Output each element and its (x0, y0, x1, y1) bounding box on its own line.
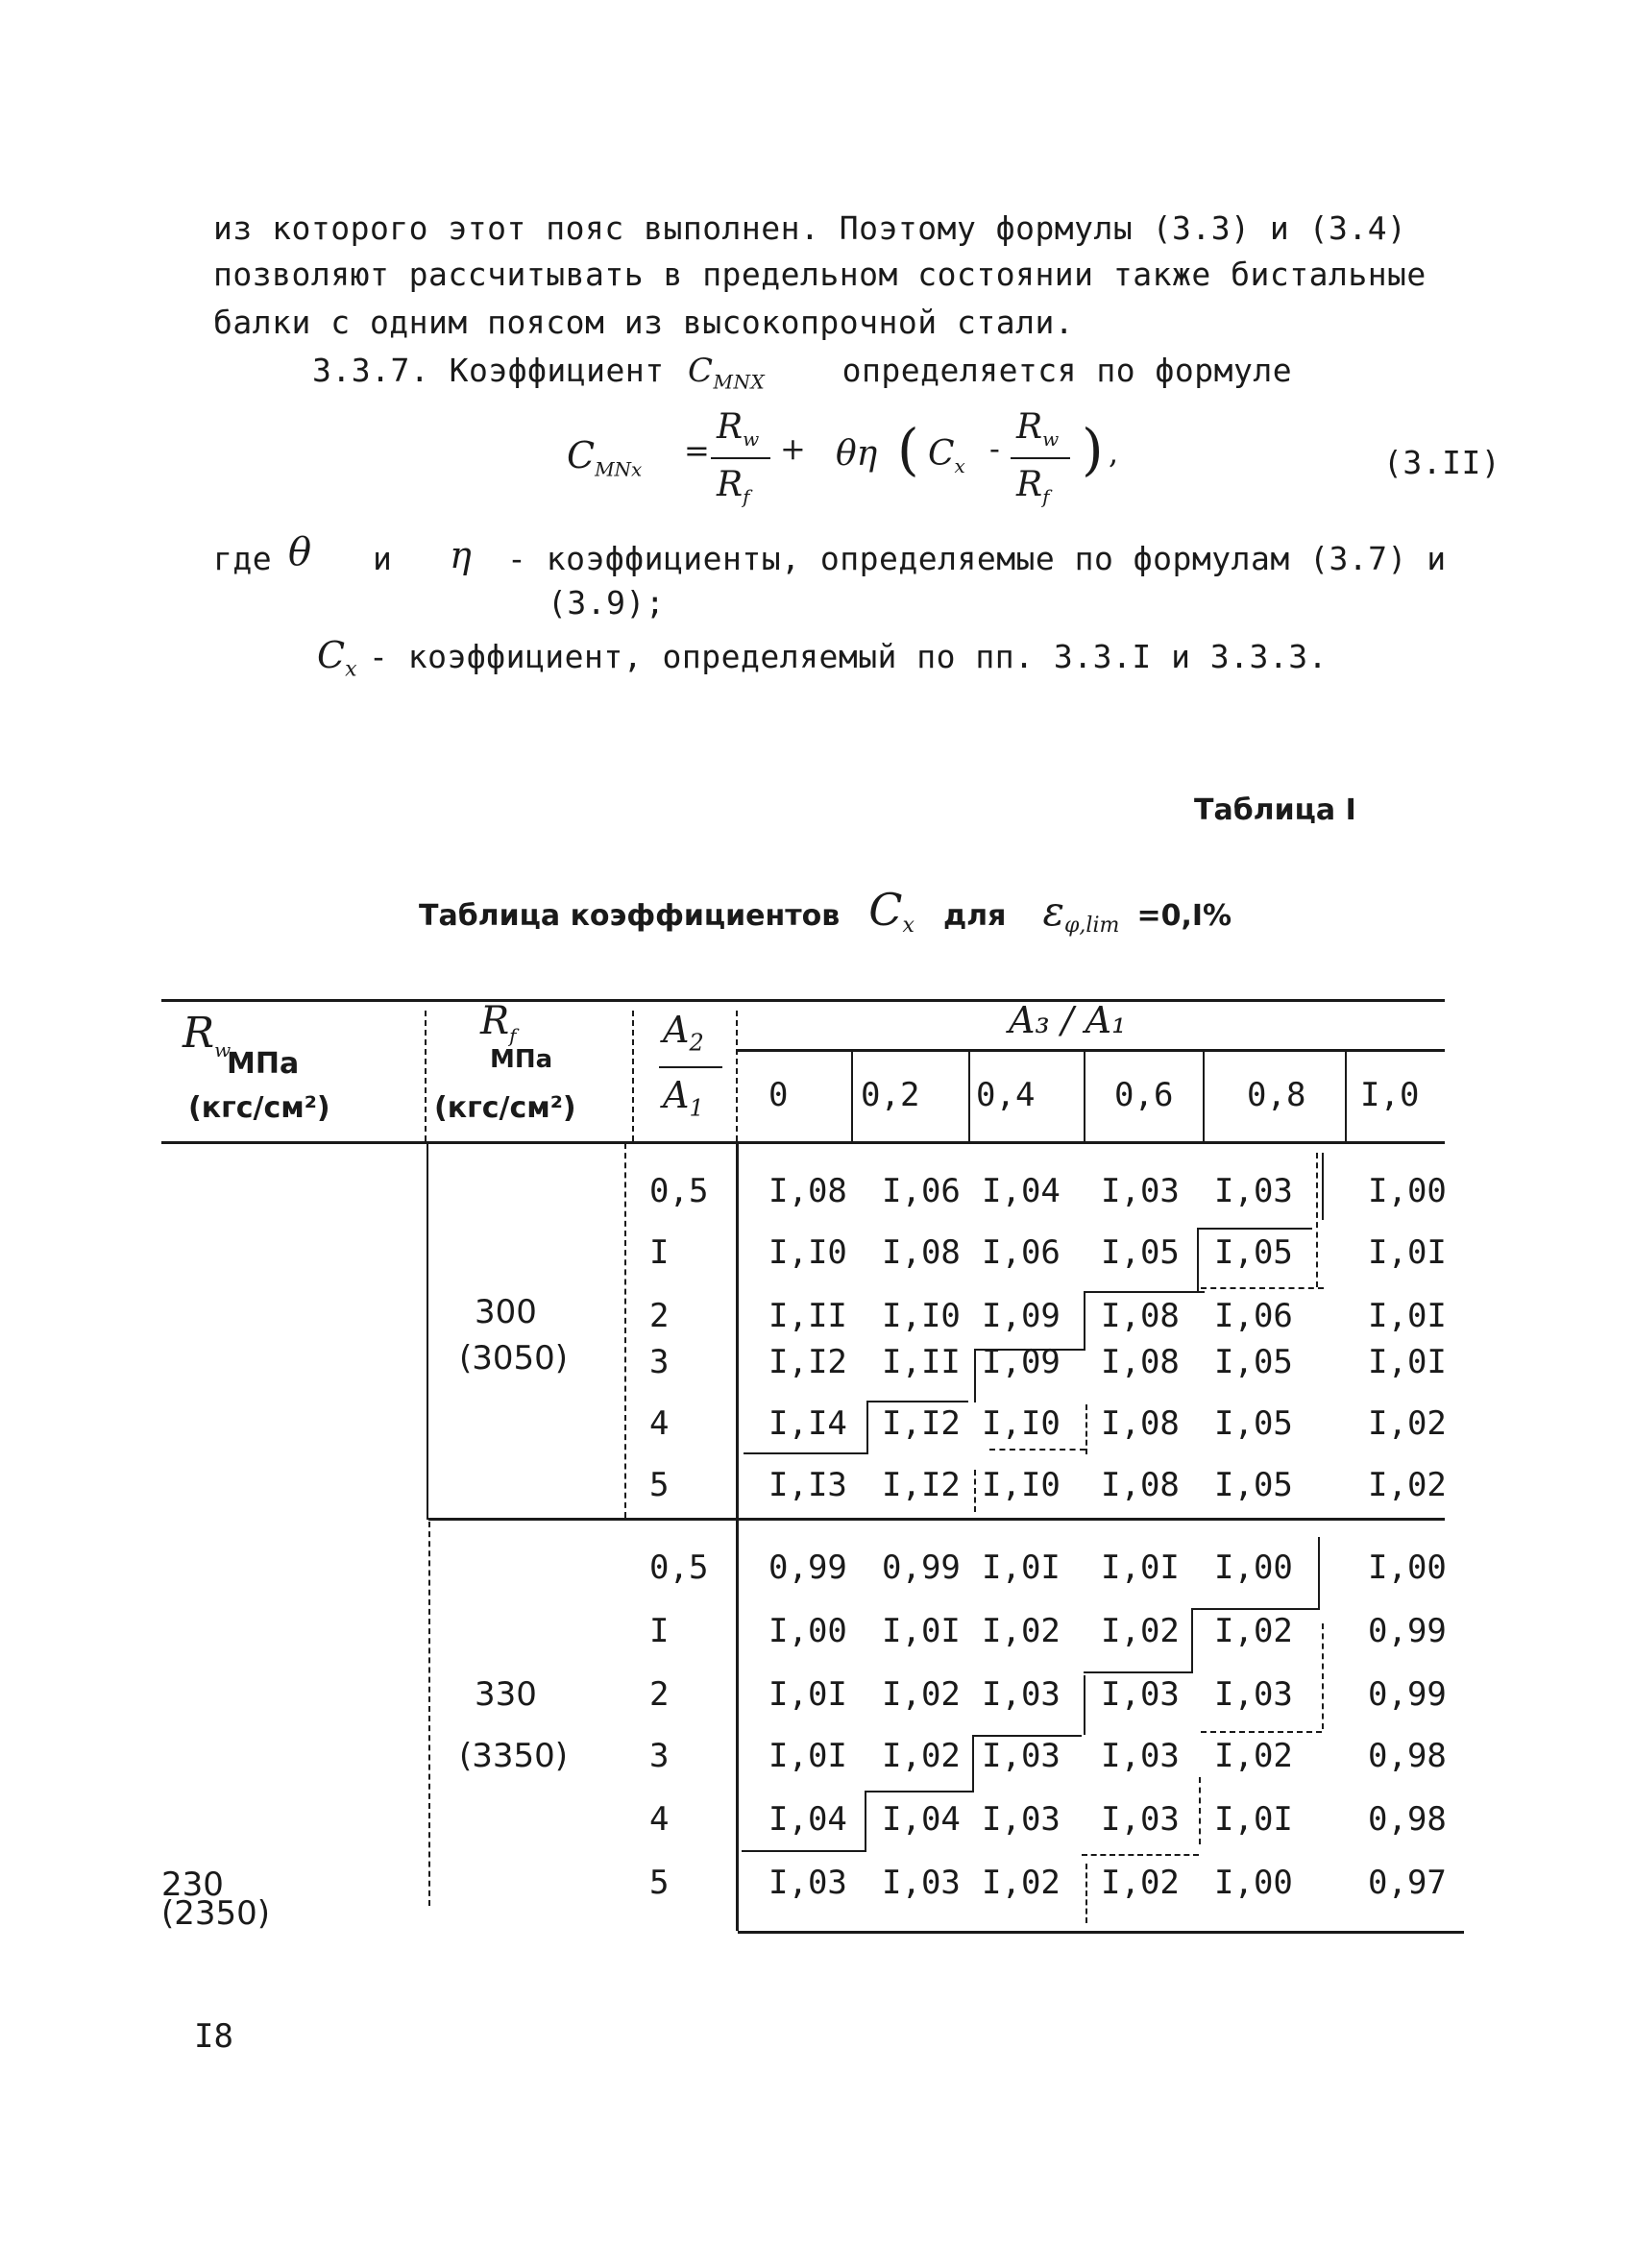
g2-r2-c3: I,03 (1101, 1675, 1180, 1714)
g1-stair-h4 (1084, 1291, 1205, 1293)
g2-r3-c4: I,02 (1214, 1737, 1293, 1775)
g2-r1-c2: I,02 (982, 1612, 1061, 1650)
rw-value: 230 (161, 1866, 224, 1904)
g1-r0-c1: I,06 (882, 1172, 961, 1210)
header-sep-3 (736, 1011, 738, 1141)
g1-r0-c4: I,03 (1214, 1172, 1293, 1210)
g2-stair-v4b (1199, 1777, 1201, 1844)
g1-r4-a: 4 (649, 1404, 670, 1443)
g1-stair-h3 (974, 1349, 1084, 1351)
g1-r2-a: 2 (649, 1297, 670, 1335)
where-and: и (373, 540, 393, 577)
header-rf: $R_f$ (480, 999, 517, 1047)
g2-r4-c1: I,04 (882, 1800, 961, 1839)
g2-r5-c4: I,00 (1214, 1864, 1293, 1902)
g1-r1-c4: I,05 (1214, 1233, 1293, 1272)
group-separator-rule (428, 1518, 1445, 1521)
g1-stair-h5b (1201, 1287, 1324, 1289)
g1-r4-c3: I,08 (1101, 1404, 1180, 1443)
formula-comma: , (1109, 434, 1119, 471)
col-header-3: 0,6 (1114, 1076, 1174, 1114)
g2-r2-c0: I,0I (768, 1675, 847, 1714)
header-a2: $A_2$ (663, 1009, 704, 1057)
formula-frac1-line (711, 457, 770, 459)
g1-r2-c2: I,09 (982, 1297, 1061, 1335)
a3a1-underline (738, 1049, 1445, 1052)
g2-r2-c1: I,02 (882, 1675, 961, 1714)
g2-r2-c5: 0,99 (1368, 1675, 1447, 1714)
paragraph-line-3: балки с одним поясом из высокопрочной стали. (213, 304, 1075, 341)
g1-r1-a: I (649, 1233, 670, 1272)
g2-r3-c1: I,02 (882, 1737, 961, 1775)
g1-stair-v3 (1084, 1293, 1085, 1351)
g2-r3-a: 3 (649, 1737, 670, 1775)
g1-stair-h2 (866, 1401, 968, 1402)
g1-r5-c0: I,I3 (768, 1466, 847, 1504)
col-header-2: 0,4 (976, 1076, 1036, 1114)
g1-r0-c3: I,03 (1101, 1172, 1180, 1210)
formula-frac2-denominator: $R_f$ (1016, 465, 1050, 509)
g2-r4-c4: I,0I (1214, 1800, 1293, 1839)
formula-frac2-line (1011, 457, 1070, 459)
where-line1-rest: - коэффициенты, определяемые по формулам (3.7) и (507, 540, 1447, 577)
header-a1: $A_1$ (663, 1074, 704, 1122)
values-left-line (736, 1143, 739, 1931)
g2-stair-v3 (1084, 1675, 1085, 1735)
g2-stair-h1 (742, 1850, 866, 1852)
formula-frac1-denominator: $R_f$ (717, 465, 750, 509)
g1-r5-c3: I,08 (1101, 1466, 1180, 1504)
g2-r1-c1: I,0I (882, 1612, 961, 1650)
g1-r4-c4: I,05 (1214, 1404, 1293, 1443)
where-word: где (213, 540, 273, 577)
g1-r3-c4: I,05 (1214, 1343, 1293, 1381)
g2-r1-a: I (649, 1612, 670, 1650)
g2-r2-a: 2 (649, 1675, 670, 1714)
g1-stair-v3b (1085, 1404, 1087, 1454)
header-rw: $R_w$ (183, 1009, 232, 1061)
header-rf-unit2: (кгс/см²) (434, 1091, 576, 1125)
formula-open-paren: ( (897, 417, 919, 482)
a2-col-left-line (624, 1143, 626, 1518)
g2-r1-c0: I,00 (768, 1612, 847, 1650)
clause-number: 3.3.7. (312, 352, 430, 389)
formula-close-paren: ) (1082, 417, 1104, 482)
g2-r1-c5: 0,99 (1368, 1612, 1447, 1650)
where-cx-text: - коэффициент, определяемый по пп. 3.3.I и 3.3.3. (369, 638, 1329, 675)
header-sep-1 (425, 1011, 427, 1141)
g1-r3-c0: I,I2 (768, 1343, 847, 1381)
g1-stair-v5b (1322, 1153, 1324, 1220)
g1-r3-c3: I,08 (1101, 1343, 1180, 1381)
g2-r4-c3: I,03 (1101, 1800, 1180, 1839)
g2-r0-a: 0,5 (649, 1549, 709, 1587)
g1-r1-c5: I,0I (1368, 1233, 1447, 1272)
formula-plus: + (780, 430, 806, 467)
g1-r4-c0: I,I4 (768, 1404, 847, 1443)
clause-symbol: C (688, 352, 714, 390)
g2-r0-c1: 0,99 (882, 1549, 961, 1587)
g2-r2-c4: I,03 (1214, 1675, 1293, 1714)
g2-r3-c3: I,03 (1101, 1737, 1180, 1775)
g2-stair-v4 (1191, 1610, 1193, 1673)
where-eta: η (450, 534, 472, 576)
g2-stair-h3 (972, 1735, 1082, 1737)
header-a-fraction-line (659, 1066, 722, 1068)
g1-stair-v2b (974, 1470, 976, 1512)
col-sep-1 (851, 1051, 853, 1141)
paragraph-line-1: из которого этот пояс выполнен. Поэтому формулы (3.3) и (3.4) (213, 209, 1407, 247)
g1-r3-a: 3 (649, 1343, 670, 1381)
g1-r3-c1: I,II (882, 1343, 961, 1381)
g1-r2-c1: I,I0 (882, 1297, 961, 1335)
g2-r4-c5: 0,98 (1368, 1800, 1447, 1839)
clause-text-before: Коэффициент (449, 352, 665, 389)
formula-coef: θη (836, 434, 878, 474)
g2-r4-a: 4 (649, 1800, 670, 1839)
header-a3a1: A₃ / A₁ (1009, 999, 1127, 1041)
col-sep-4 (1203, 1051, 1205, 1141)
g2-stair-h5b (1201, 1731, 1322, 1733)
header-sep-2 (632, 1011, 634, 1141)
where-line2: (3.9); (548, 584, 666, 622)
g2-r4-c0: I,04 (768, 1800, 847, 1839)
page-number: I8 (194, 2017, 233, 2056)
g1-r0-c2: I,04 (982, 1172, 1061, 1210)
g1-r5-c4: I,05 (1214, 1466, 1293, 1504)
g1-r5-a: 5 (649, 1466, 670, 1504)
g1-r5-c1: I,I2 (882, 1466, 961, 1504)
g1-r5-c2: I,I0 (982, 1466, 1061, 1504)
g1-r1-c1: I,08 (882, 1233, 961, 1272)
g2-r1-c4: I,02 (1214, 1612, 1293, 1650)
col-header-1: 0,2 (861, 1076, 920, 1114)
g1-r1-c0: I,I0 (768, 1233, 847, 1272)
formula-minus: - (989, 430, 1000, 467)
table-bottom-rule (738, 1931, 1464, 1934)
g2-r3-c5: 0,98 (1368, 1737, 1447, 1775)
formula-lhs: $C_{MNx}$ (567, 434, 643, 481)
g1-r5-c5: I,02 (1368, 1466, 1447, 1504)
col-header-4: 0,8 (1247, 1076, 1306, 1114)
g1-r3-c5: I,0I (1368, 1343, 1447, 1381)
g2-r5-c0: I,03 (768, 1864, 847, 1902)
g2-stair-h4 (1084, 1671, 1191, 1673)
rf-col-left-line-1 (427, 1143, 428, 1520)
g1-r4-c1: I,I2 (882, 1404, 961, 1443)
g2-stair-v3b (1085, 1864, 1087, 1923)
g2-r5-c5: 0,97 (1368, 1864, 1447, 1902)
g1-r4-c5: I,02 (1368, 1404, 1447, 1443)
g2-stair-h2 (865, 1791, 972, 1792)
formula-number: (3.II) (1383, 444, 1501, 481)
formula-equals: = (684, 432, 710, 469)
g2-r5-c1: I,03 (882, 1864, 961, 1902)
g1-r1-c2: I,06 (982, 1233, 1061, 1272)
g1-stair-v5 (1316, 1153, 1318, 1287)
header-rw-unit2: (кгс/см²) (188, 1091, 330, 1125)
g2-r5-c2: I,02 (982, 1864, 1061, 1902)
g1-r0-c5: I,00 (1368, 1172, 1447, 1210)
g1-r2-c3: I,08 (1101, 1297, 1180, 1335)
g2-stair-h5 (1191, 1608, 1318, 1610)
rf-col-left-line-2 (428, 1522, 430, 1906)
g2-r0-c2: I,0I (982, 1549, 1061, 1587)
header-rw-unit: МПа (227, 1047, 300, 1081)
g2-stair-v5b (1322, 1623, 1324, 1729)
g2-r3-c0: I,0I (768, 1737, 847, 1775)
g2-stair-v1 (865, 1792, 866, 1852)
where-theta: θ (288, 530, 312, 574)
group1-rf2: (3050) (459, 1339, 569, 1378)
g2-stair-v5 (1318, 1537, 1320, 1610)
clause-symbol-sub: MNX (713, 370, 766, 394)
g2-r0-c0: 0,99 (768, 1549, 847, 1587)
paragraph-line-2: позволяют рассчитывать в предельном состоянии также бистальные (213, 256, 1427, 293)
g2-stair-h4b (1082, 1854, 1199, 1856)
g1-r2-c0: I,II (768, 1297, 847, 1335)
formula-cx: $C_x$ (928, 434, 965, 478)
g1-stair-v4 (1197, 1230, 1199, 1293)
g1-r0-a: 0,5 (649, 1172, 709, 1210)
group2-rf2: (3350) (459, 1737, 569, 1775)
where-cx: $C_x$ (317, 634, 357, 682)
col-sep-3 (1084, 1051, 1085, 1141)
formula-frac2-numerator: $R_w$ (1016, 407, 1060, 451)
group1-rf: 300 (475, 1293, 537, 1331)
g1-r3-c2: I,09 (982, 1343, 1061, 1381)
formula-frac1-numerator: $R_w$ (717, 407, 760, 451)
g2-r1-c3: I,02 (1101, 1612, 1180, 1650)
g1-r2-c4: I,06 (1214, 1297, 1293, 1335)
g1-r4-c2: I,I0 (982, 1404, 1061, 1443)
clause-line (312, 352, 1292, 394)
g2-r0-c3: I,0I (1101, 1549, 1180, 1587)
rw-value2: (2350) (161, 1894, 271, 1933)
g2-stair-v2 (972, 1737, 974, 1792)
col-sep-2 (968, 1051, 970, 1141)
table-label: Таблица I (1194, 793, 1356, 827)
table-header-bottom-rule (161, 1141, 1445, 1144)
table-top-rule (161, 999, 1445, 1002)
clause-text-after: определяется по формуле (841, 352, 1293, 389)
g1-r0-c0: I,08 (768, 1172, 847, 1210)
g1-stair-h5 (1197, 1228, 1312, 1230)
header-rf-unit: МПа (490, 1045, 553, 1074)
group2-rf: 330 (475, 1675, 537, 1714)
col-header-5: I,0 (1360, 1076, 1420, 1114)
g2-r0-c4: I,00 (1214, 1549, 1293, 1587)
g1-stair-h3b (989, 1449, 1085, 1451)
col-sep-5 (1345, 1051, 1347, 1141)
g2-r5-a: 5 (649, 1864, 670, 1902)
g1-stair-h1 (744, 1452, 868, 1454)
g2-r5-c3: I,02 (1101, 1864, 1180, 1902)
g1-r2-c5: I,0I (1368, 1297, 1447, 1335)
g1-stair-v2 (974, 1351, 976, 1402)
g2-r0-c5: I,00 (1368, 1549, 1447, 1587)
table-title: Таблица коэффициентов $C_x$ для $\varepsilon_{\varphi,lim} =0,I\%$ (419, 884, 1232, 938)
g1-r1-c3: I,05 (1101, 1233, 1180, 1272)
g2-r3-c2: I,03 (982, 1737, 1061, 1775)
col-header-0: 0 (768, 1076, 789, 1114)
g2-r4-c2: I,03 (982, 1800, 1061, 1839)
g1-stair-v1 (866, 1401, 868, 1454)
g2-r2-c2: I,03 (982, 1675, 1061, 1714)
